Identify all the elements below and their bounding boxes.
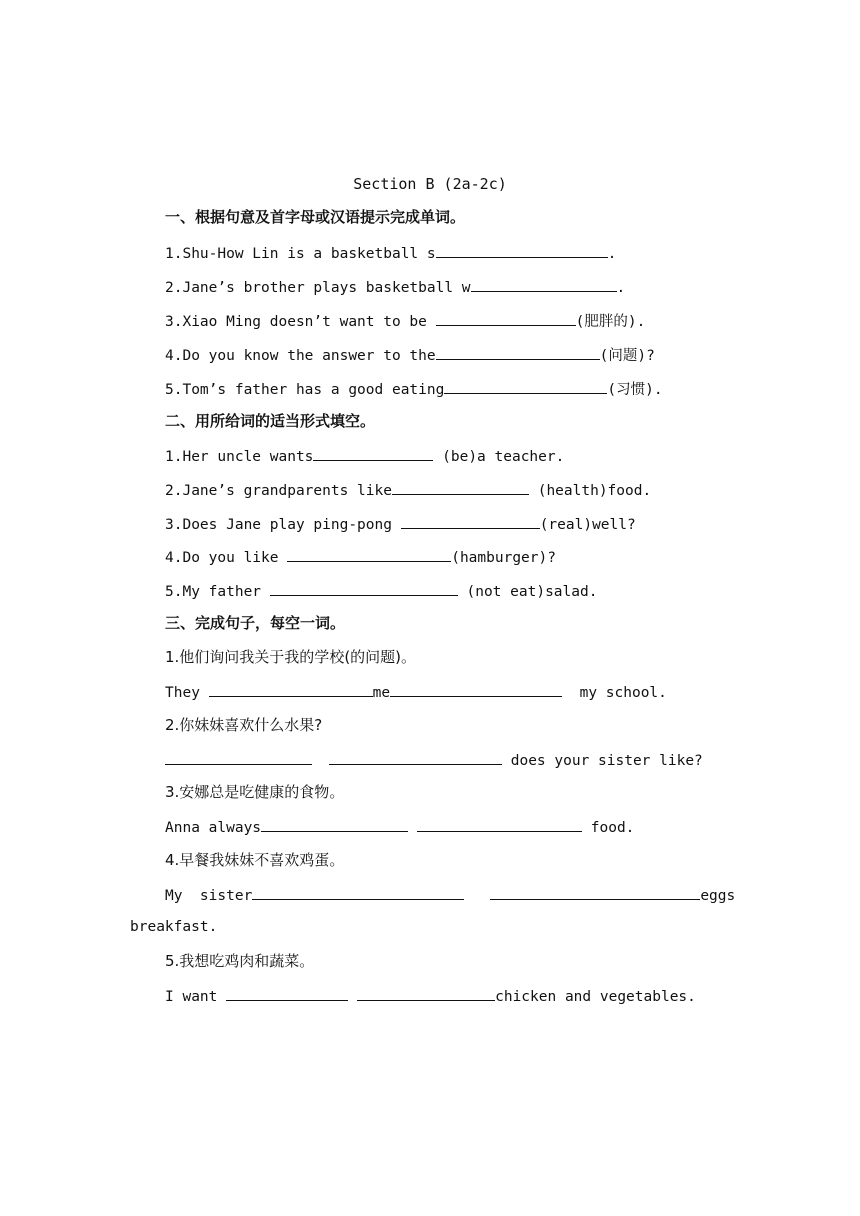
part3-question-5-prompt: 5.我想吃鸡肉和蔬菜。 <box>165 952 315 970</box>
part2-question-4: 4.Do you like (hamburger)? <box>165 546 556 568</box>
answer-blank[interactable] <box>444 378 607 394</box>
part3-question-2: does your sister like? <box>165 749 703 771</box>
part1-question-3: 3.Xiao Ming doesn’t want to be (肥胖的). <box>165 310 645 332</box>
part3-question-3: Anna always food. <box>165 816 634 838</box>
part3-question-3-prompt: 3.安娜总是吃健康的食物。 <box>165 783 345 801</box>
part2-heading: 二、用所给词的适当形式填空。 <box>165 412 376 430</box>
part3-question-1-prompt: 1.他们询问我关于我的学校(的问题)。 <box>165 648 417 666</box>
answer-blank[interactable] <box>226 985 348 1001</box>
part1-question-2: 2.Jane’s brother plays basketball w . <box>165 276 625 298</box>
page-title: Section B (2a-2c) <box>353 175 507 193</box>
answer-blank[interactable] <box>436 310 576 326</box>
part3-question-4-continued: breakfast. <box>130 919 218 935</box>
answer-blank[interactable] <box>436 344 600 360</box>
part1-heading: 一、根据句意及首字母或汉语提示完成单词。 <box>165 208 466 226</box>
answer-blank[interactable] <box>252 884 464 900</box>
answer-blank[interactable] <box>329 749 502 765</box>
answer-blank[interactable] <box>357 985 495 1001</box>
answer-blank[interactable] <box>261 816 408 832</box>
answer-blank[interactable] <box>401 513 540 529</box>
part3-question-1: They me my school. <box>165 681 667 703</box>
part3-heading: 三、完成句子，每空一词。 <box>165 614 346 632</box>
part2-question-3: 3.Does Jane play ping-pong (real)well? <box>165 513 636 535</box>
answer-blank[interactable] <box>270 580 458 596</box>
part3-question-4-prompt: 4.早餐我妹妹不喜欢鸡蛋。 <box>165 851 345 869</box>
part2-question-5: 5.My father (not eat)salad. <box>165 580 597 602</box>
answer-blank[interactable] <box>436 242 608 258</box>
part2-question-2: 2.Jane’s grandparents like (health)food. <box>165 479 651 501</box>
answer-blank[interactable] <box>390 681 562 697</box>
part2-question-1: 1.Her uncle wants (be)a teacher. <box>165 445 564 467</box>
answer-blank[interactable] <box>417 816 582 832</box>
answer-blank[interactable] <box>392 479 529 495</box>
part3-question-5: I want chicken and vegetables. <box>165 985 696 1007</box>
answer-blank[interactable] <box>490 884 700 900</box>
part1-question-1: 1.Shu-How Lin is a basketball s . <box>165 242 616 264</box>
part1-question-5: 5.Tom’s father has a good eating (习惯). <box>165 378 663 400</box>
answer-blank[interactable] <box>313 445 433 461</box>
part1-question-4: 4.Do you know the answer to the (问题)? <box>165 344 655 366</box>
part3-question-2-prompt: 2.你妹妹喜欢什么水果? <box>165 716 323 734</box>
answer-blank[interactable] <box>209 681 373 697</box>
answer-blank[interactable] <box>165 749 312 765</box>
answer-blank[interactable] <box>287 546 451 562</box>
answer-blank[interactable] <box>471 276 617 292</box>
part3-question-4: My sister eggs <box>165 884 735 906</box>
